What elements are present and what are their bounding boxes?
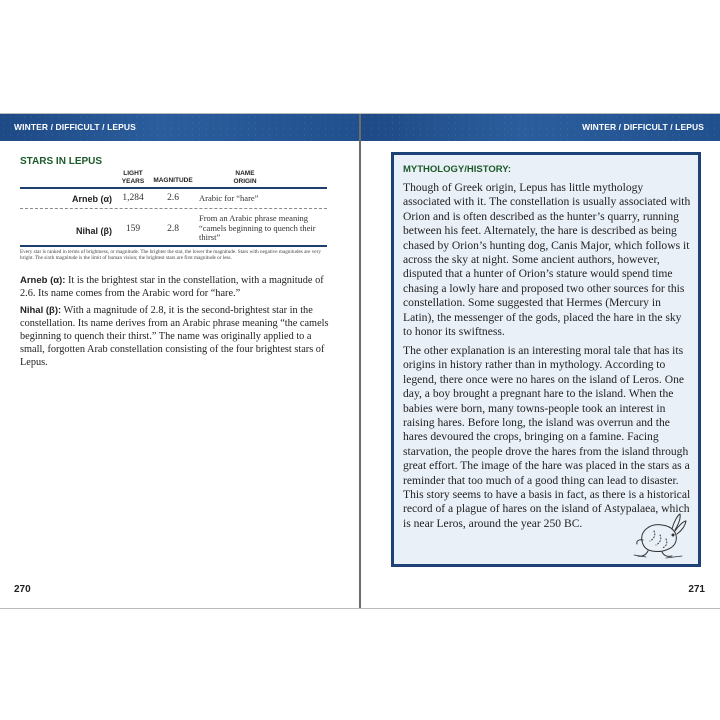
left-banner (0, 114, 360, 141)
table-bottom-rule (20, 245, 327, 247)
page-number-left: 270 (14, 584, 31, 595)
nihal-lead: Nihal (β): (20, 305, 62, 316)
magnitude-value: 2.8 (167, 224, 179, 234)
header-name-origin-line2: ORIGIN (233, 177, 257, 185)
arneb-lead: Arneb (α): (20, 275, 66, 286)
page-number-right: 271 (688, 584, 705, 595)
nihal-paragraph (20, 304, 330, 369)
left-page (0, 114, 360, 608)
section-title: STARS IN LEPUS (20, 156, 103, 167)
mythology-box (391, 152, 701, 567)
header-name-origin (220, 170, 270, 185)
magnitude-value: 2.6 (167, 193, 179, 203)
nihal-text: With a magnitude of 2.8, it is the second-brightest star in the constellation. Its name derives from an Arabic phrase meaning “the camels beginning to quench their thirst.” The name was originally applied to a small, forgotten Arab constellation consisting of the four brightest stars of Lepus. (20, 305, 329, 368)
arneb-text: It is the brightest star in the constellation, with a magnitude of 2.6. Its name comes from the Arabic word for “hare.” (20, 275, 324, 299)
mythology-paragraph-1: Though of Greek origin, Lepus has little mythology associated with it. The constellation is usually associated with Orion and is often described as the hunter’s quarry, running between his feet. Alternately, the hare is described as being chased by Orion’s hunting dog, Canis Major, which follows it across the sky at night. Some ancient authors, however, disputed that a hunter of Orion’s stature would spend time chasing a lowly hare and proposed two other sources for this constellation. Some suggested that Hermes (Mercury in Latin), the messenger of the gods, placed the hare in the sky to honor its swiftness. (403, 181, 691, 339)
mythology-paragraph-2: The other explanation is an interesting moral tale that has its origins in history rather than in mythology. According to legend, there once were no hares on the island of Leros. One day, a boy brought a pregnant hare to the island. When the babies were born, many towns-people took an interest in raising hares. Before long, the island was overrun and the hares devoured the crops, bringing on a famine. Facing starvation, the people drove the hares from the island through great effort. The image of the hare was placed in the stars as a reminder that too much of a good thing can lead to disaster. This story seems to have a basis in fact, as there is a historical record of a plague of hares on the island of Astypalaea, which is near Leros, around the year 250 BC. (403, 344, 691, 530)
header-magnitude: MAGNITUDE (153, 177, 193, 184)
star-name: Nihal (β) (76, 226, 112, 236)
header-light-years (117, 170, 149, 185)
row-divider (20, 208, 327, 209)
right-page (361, 114, 720, 608)
light-years-value: 1,284 (122, 193, 144, 203)
table-top-rule (20, 187, 327, 189)
mythology-title: MYTHOLOGY/HISTORY: (403, 164, 512, 175)
header-name-origin-line1: NAME (235, 170, 255, 177)
name-origin: Arabic for “hare” (199, 193, 259, 203)
star-name: Arneb (α) (71, 194, 112, 204)
header-light-years-line2: YEARS (121, 177, 145, 185)
header-light-years-line1: LIGHT (123, 170, 143, 177)
light-years-value: 159 (125, 224, 141, 234)
arneb-paragraph (20, 274, 330, 300)
magnitude-footnote: Every star is ranked in terms of brightness, or magnitude. The brighter the star, the lower the magnitude. Stars with negative magnitudes are very bright. The sixth magnitude is the limit of human vision; the brightest stars are first magnitude or less. (20, 249, 321, 261)
hare-icon (632, 511, 688, 559)
right-banner-text: WINTER / DIFFICULT / LEPUS (582, 122, 704, 132)
left-banner-text: WINTER / DIFFICULT / LEPUS (14, 122, 136, 132)
name-origin: From an Arabic phrase meaning “camels beginning to quench their thirst” (199, 213, 316, 242)
right-banner (361, 114, 720, 141)
book-spread (0, 113, 720, 609)
